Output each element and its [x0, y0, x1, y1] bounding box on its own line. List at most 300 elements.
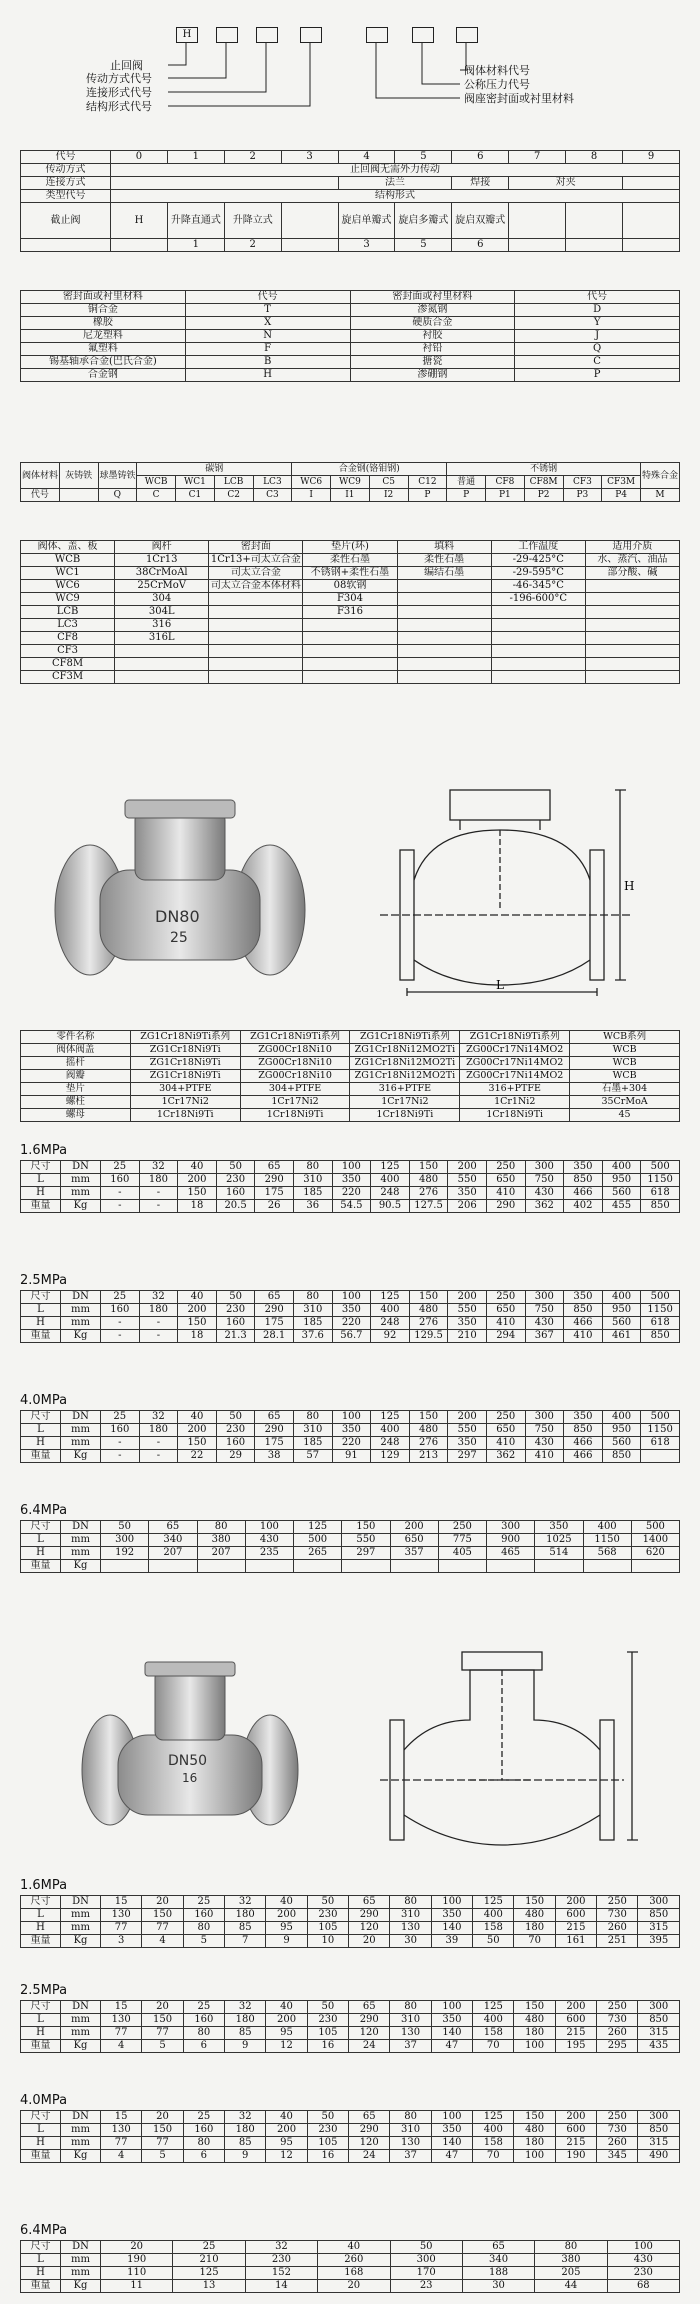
cell: 357 [390, 1547, 438, 1560]
cell: - [139, 1450, 178, 1463]
cell: mm [61, 1909, 101, 1922]
cell: 1025 [535, 1534, 583, 1547]
cell: LC3 [253, 476, 292, 489]
cell: 灰铸铁 [59, 463, 98, 489]
cell: 220 [332, 1317, 371, 1330]
cell: 旋启多瓣式 [395, 203, 452, 239]
cell: CF3M [21, 671, 115, 684]
cell: 阀瓣 [21, 1070, 131, 1083]
cell: H [21, 2267, 61, 2280]
cell: DN [61, 1161, 101, 1174]
cell: 50 [390, 2241, 462, 2254]
cell: 螺柱 [21, 1096, 131, 1109]
cell: P3 [563, 489, 602, 502]
cell: 工作温度 [491, 541, 585, 554]
cell: 95 [266, 1922, 307, 1935]
cell: 1Cr13+司太立合金 [209, 554, 303, 567]
cell: CF3 [563, 476, 602, 489]
cell: 300 [638, 2001, 680, 2014]
cell: F304 [303, 593, 397, 606]
cell: 125 [371, 1411, 410, 1424]
cell: 260 [597, 2137, 638, 2150]
cell: 150 [409, 1291, 448, 1304]
cell: 法兰 [338, 177, 452, 190]
cell: mm [61, 1304, 101, 1317]
cell: 316+PTFE [350, 1083, 460, 1096]
cell: 550 [448, 1174, 487, 1187]
cell: P [515, 369, 680, 382]
cell: ZG1Cr18Ni12MO2Ti [350, 1070, 460, 1083]
cell: 560 [602, 1187, 641, 1200]
cell: 380 [535, 2254, 607, 2267]
cell: 340 [149, 1534, 197, 1547]
cell: 175 [255, 1317, 294, 1330]
cell: -29-425°C [491, 554, 585, 567]
cell: 210 [448, 1330, 487, 1343]
cell: mm [61, 2267, 101, 2280]
cell: 160 [101, 1304, 140, 1317]
cell: - [139, 1437, 178, 1450]
cell: 400 [583, 1521, 631, 1534]
cell: 310 [293, 1304, 332, 1317]
cell: 730 [597, 2124, 638, 2137]
cell: 480 [409, 1424, 448, 1437]
pressure-label: 6.4MPa [20, 2223, 68, 2238]
cell: 230 [307, 2124, 348, 2137]
cell: 125 [173, 2267, 245, 2280]
cell: LC3 [21, 619, 115, 632]
cell: 120 [349, 2027, 390, 2040]
cell: 50 [307, 2111, 348, 2124]
cell: 180 [225, 2014, 266, 2027]
cell: 310 [293, 1424, 332, 1437]
cell: 120 [349, 1922, 390, 1935]
cell: 4 [142, 1935, 183, 1948]
cell: 350 [564, 1291, 603, 1304]
cell: 850 [564, 1304, 603, 1317]
cell: ZG1Cr18Ni12MO2Ti [350, 1044, 460, 1057]
cell: - [101, 1317, 140, 1330]
cell: 160 [183, 2014, 224, 2027]
cell: 阀杆 [115, 541, 209, 554]
cell: 300 [638, 2111, 680, 2124]
cell: 部分酸、碱 [585, 567, 679, 580]
cell: 195 [555, 2040, 596, 2053]
cell: 3 [338, 239, 395, 252]
cell: 210 [173, 2254, 245, 2267]
cell: 315 [638, 2027, 680, 2040]
cell: 200 [555, 2001, 596, 2014]
cell: 160 [101, 1174, 140, 1187]
cell: 150 [178, 1187, 217, 1200]
cell: 12 [266, 2150, 307, 2163]
cell: 105 [307, 2027, 348, 2040]
cell: 215 [555, 2137, 596, 2150]
cell: 44 [535, 2280, 607, 2293]
cell: 480 [514, 1909, 555, 1922]
cell: 400 [602, 1161, 641, 1174]
cell: 15 [101, 2001, 142, 2014]
cell: 1 [167, 151, 224, 164]
code-table [20, 150, 680, 252]
cell: 350 [564, 1161, 603, 1174]
cell: 400 [473, 2014, 514, 2027]
cell: 105 [307, 1922, 348, 1935]
cell: M [641, 489, 680, 502]
cell: 80 [293, 1161, 332, 1174]
cell: P [447, 489, 486, 502]
cell: 25 [183, 2001, 224, 2014]
cell: 50 [473, 1935, 514, 1948]
cell: 5 [142, 2150, 183, 2163]
cell: mm [61, 2124, 101, 2137]
cell: 850 [638, 1909, 680, 1922]
cell: Kg [61, 1560, 101, 1573]
cell: 230 [307, 1909, 348, 1922]
cell: I1 [331, 489, 370, 502]
cell: DN [61, 2241, 101, 2254]
cell: 250 [486, 1291, 525, 1304]
cell: 0 [111, 151, 168, 164]
cell: 50 [307, 1896, 348, 1909]
cell: 40 [266, 2001, 307, 2014]
cell: 250 [486, 1411, 525, 1424]
cell: 重量 [21, 1450, 61, 1463]
cell: 25 [183, 1896, 224, 1909]
cell: 410 [486, 1187, 525, 1200]
cell: 连接方式 [21, 177, 111, 190]
cell: P4 [602, 489, 641, 502]
cell: 230 [216, 1174, 255, 1187]
cell: 30 [462, 2280, 534, 2293]
cell [342, 1560, 390, 1573]
cell: 77 [142, 2137, 183, 2150]
cell: 57 [293, 1450, 332, 1463]
cell: 400 [371, 1424, 410, 1437]
cell: 206 [448, 1200, 487, 1213]
cell: 560 [602, 1437, 641, 1450]
cell: 618 [641, 1187, 680, 1200]
cell: 硬质合金 [350, 317, 515, 330]
cell: 70 [514, 1935, 555, 1948]
cell: 850 [641, 1200, 680, 1213]
cell: 950 [602, 1424, 641, 1437]
cell: 100 [332, 1161, 371, 1174]
cell: 37 [390, 2150, 431, 2163]
cell: T [185, 304, 350, 317]
cell: 1Cr18Ni9Ti [350, 1109, 460, 1122]
cell: 550 [448, 1424, 487, 1437]
cell: 阀体材料 [21, 463, 60, 489]
cell: 碳钢 [137, 463, 292, 476]
cell: 310 [390, 1909, 431, 1922]
cell: 150 [342, 1521, 390, 1534]
lift-check-valve-photo [70, 1640, 310, 1840]
cell: 氟塑料 [21, 343, 186, 356]
cell: ZG1Cr18Ni9Ti [130, 1057, 240, 1070]
dim-h-label: H [624, 879, 635, 893]
cell: 430 [525, 1187, 564, 1200]
cell: H [21, 1317, 61, 1330]
cell [438, 1560, 486, 1573]
cell: - [101, 1187, 140, 1200]
cell: 466 [564, 1437, 603, 1450]
cell: 345 [597, 2150, 638, 2163]
cell: 248 [371, 1317, 410, 1330]
cell: C [515, 356, 680, 369]
cell: H [21, 1437, 61, 1450]
cell: 316L [115, 632, 209, 645]
cell: 466 [564, 1187, 603, 1200]
cell: 10 [307, 1935, 348, 1948]
cell: 276 [409, 1437, 448, 1450]
cell: 2 [224, 151, 281, 164]
cell: ZG1Cr18Ni12MO2Ti [350, 1057, 460, 1070]
cell [535, 1560, 583, 1573]
dimension-table [20, 1160, 680, 1213]
cell: I [292, 489, 331, 502]
photo-pn-text: 16 [182, 1771, 198, 1785]
cell: - [139, 1187, 178, 1200]
cell: 150 [142, 1909, 183, 1922]
cell: 160 [216, 1317, 255, 1330]
cell: 7 [509, 151, 566, 164]
cell: 350 [564, 1411, 603, 1424]
cell: 衬铅 [350, 343, 515, 356]
cell: 3 [101, 1935, 142, 1948]
cell: 类型代号 [21, 190, 111, 203]
cell: 20.5 [216, 1200, 255, 1213]
cell: 158 [473, 2027, 514, 2040]
cell: F [185, 343, 350, 356]
cell: 276 [409, 1317, 448, 1330]
cell: - [101, 1200, 140, 1213]
cell: 620 [631, 1547, 679, 1560]
cell: 130 [390, 2027, 431, 2040]
cell: 37.6 [293, 1330, 332, 1343]
cell: WC6 [21, 580, 115, 593]
cell: 56.7 [332, 1330, 371, 1343]
cell: 300 [101, 1534, 149, 1547]
cell: 代号 [515, 291, 680, 304]
cell: 650 [486, 1424, 525, 1437]
cell: 250 [597, 1896, 638, 1909]
pressure-label: 4.0MPa [20, 1393, 68, 1408]
cell: 158 [473, 1922, 514, 1935]
cell: mm [61, 1187, 101, 1200]
label-structure-code: 结构形式代号 [86, 100, 152, 113]
cell [487, 1560, 535, 1573]
cell: 升降立式 [224, 203, 281, 239]
cell: 20 [318, 2280, 390, 2293]
cell: 850 [564, 1174, 603, 1187]
cell: DN [61, 2001, 101, 2014]
cell: 衬胶 [350, 330, 515, 343]
cell: 司太立合金 [209, 567, 303, 580]
cell: ZG00Cr18Ni10 [240, 1070, 350, 1083]
cell: 38CrMoAl [115, 567, 209, 580]
cell: 填料 [397, 541, 491, 554]
cell: 180 [139, 1174, 178, 1187]
cell: 500 [294, 1534, 342, 1547]
cell: 渗氮钢 [350, 304, 515, 317]
cell: 304 [115, 593, 209, 606]
cell: 950 [602, 1304, 641, 1317]
cell: 430 [607, 2254, 679, 2267]
cell: 180 [139, 1304, 178, 1317]
cell: 1400 [631, 1534, 679, 1547]
cell: 402 [564, 1200, 603, 1213]
cell: 130 [101, 2014, 142, 2027]
cell: 125 [294, 1521, 342, 1534]
cell: 362 [525, 1200, 564, 1213]
dimension-table [20, 1520, 680, 1573]
cell: L [21, 1909, 61, 1922]
cell: 200 [178, 1174, 217, 1187]
cell: ZG00Cr17Ni14MO2 [460, 1044, 570, 1057]
cell: 775 [438, 1534, 486, 1547]
cell: 重量 [21, 1560, 61, 1573]
cell: 304+PTFE [130, 1083, 240, 1096]
cell: L [21, 1304, 61, 1317]
cell: 190 [555, 2150, 596, 2163]
cell: 200 [448, 1161, 487, 1174]
cell: 100 [431, 2111, 472, 2124]
cell: 柔性石墨 [397, 554, 491, 567]
cell: 25 [101, 1291, 140, 1304]
cell: Kg [61, 1200, 101, 1213]
cell: 500 [631, 1521, 679, 1534]
cell: 362 [486, 1450, 525, 1463]
cell: 248 [371, 1187, 410, 1200]
cell: mm [61, 1547, 101, 1560]
cell: 550 [342, 1534, 390, 1547]
cell: 1Cr18Ni9Ti [240, 1109, 350, 1122]
cell: 5 [183, 1935, 224, 1948]
photo-pn-text: 25 [170, 930, 188, 946]
cell: H [21, 2137, 61, 2150]
cell: 16 [307, 2150, 348, 2163]
swing-check-valve-photo [40, 770, 320, 990]
cell: 180 [514, 1922, 555, 1935]
cell: 77 [142, 1922, 183, 1935]
cell: 止回阀无需外力传动 [111, 164, 680, 177]
cell: 568 [583, 1547, 631, 1560]
photo-dn-text: DN50 [168, 1753, 208, 1769]
cell: 294 [486, 1330, 525, 1343]
cell: 搪瓷 [350, 356, 515, 369]
cell: 150 [409, 1411, 448, 1424]
cell: 235 [245, 1547, 293, 1560]
cell: X [185, 317, 350, 330]
cell: 100 [514, 2150, 555, 2163]
cell: 65 [349, 2111, 390, 2124]
cell: 旋启单瓣式 [338, 203, 395, 239]
cell: 188 [462, 2267, 534, 2280]
cell: C1 [176, 489, 215, 502]
cell: 50 [216, 1411, 255, 1424]
cell: 290 [255, 1424, 294, 1437]
cell: 480 [514, 2124, 555, 2137]
cell: 466 [564, 1317, 603, 1330]
cell: 230 [607, 2267, 679, 2280]
cell: 24 [349, 2040, 390, 2053]
cell: ZG00Cr18Ni10 [240, 1044, 350, 1057]
cell: 480 [409, 1174, 448, 1187]
cell: 尺寸 [21, 2111, 61, 2124]
cell: L [21, 2124, 61, 2137]
cell: 405 [438, 1547, 486, 1560]
cell: 300 [487, 1521, 535, 1534]
cell: 125 [473, 2001, 514, 2014]
cell: 85 [225, 1922, 266, 1935]
cell: - [139, 1330, 178, 1343]
cell: WCB [570, 1044, 680, 1057]
cell: 750 [525, 1174, 564, 1187]
cell: 截止阀 [21, 203, 111, 239]
cell: WC1 [176, 476, 215, 489]
cell: 100 [245, 1521, 293, 1534]
cell: 08软钢 [303, 580, 397, 593]
cell: 90.5 [371, 1200, 410, 1213]
cell: 54.5 [332, 1200, 371, 1213]
cell: H [185, 369, 350, 382]
cell: 455 [602, 1200, 641, 1213]
cell: 100 [514, 2040, 555, 2053]
cell: WCB [570, 1057, 680, 1070]
cell: 尺寸 [21, 2001, 61, 2014]
cell: 6 [183, 2040, 224, 2053]
cell: 215 [555, 1922, 596, 1935]
cell: H [21, 1547, 61, 1560]
cell: 92 [371, 1330, 410, 1343]
cell: 310 [390, 2124, 431, 2137]
cell: 1Cr17Ni2 [240, 1096, 350, 1109]
cell: 400 [371, 1174, 410, 1187]
cell: 80 [390, 2111, 431, 2124]
cell: - [101, 1450, 140, 1463]
cell: 12 [266, 2040, 307, 2053]
cell: 25CrMoV [115, 580, 209, 593]
cell: 47 [431, 2040, 472, 2053]
cell: 14 [245, 2280, 317, 2293]
cell: 750 [525, 1424, 564, 1437]
cell: 205 [535, 2267, 607, 2280]
cell: 430 [525, 1317, 564, 1330]
cell: 400 [602, 1411, 641, 1424]
cell: 290 [255, 1304, 294, 1317]
cell: 6 [183, 2150, 224, 2163]
cell: 32 [245, 2241, 317, 2254]
cell: 129.5 [409, 1330, 448, 1343]
dimension-table [20, 2240, 680, 2293]
cell: WCB [137, 476, 176, 489]
cell: L [21, 1534, 61, 1547]
cell: - [139, 1317, 178, 1330]
cell: 40 [178, 1161, 217, 1174]
cell: 旋启双瓣式 [452, 203, 509, 239]
cell: 129 [371, 1450, 410, 1463]
cell: 618 [641, 1317, 680, 1330]
cell: P1 [486, 489, 525, 502]
cell: 30 [390, 1935, 431, 1948]
cell: 40 [266, 2111, 307, 2124]
cell: 15 [101, 2111, 142, 2124]
cell: 367 [525, 1330, 564, 1343]
cell: 37 [390, 2040, 431, 2053]
pressure-label: 2.5MPa [20, 1273, 68, 1288]
cell: LCB [214, 476, 253, 489]
